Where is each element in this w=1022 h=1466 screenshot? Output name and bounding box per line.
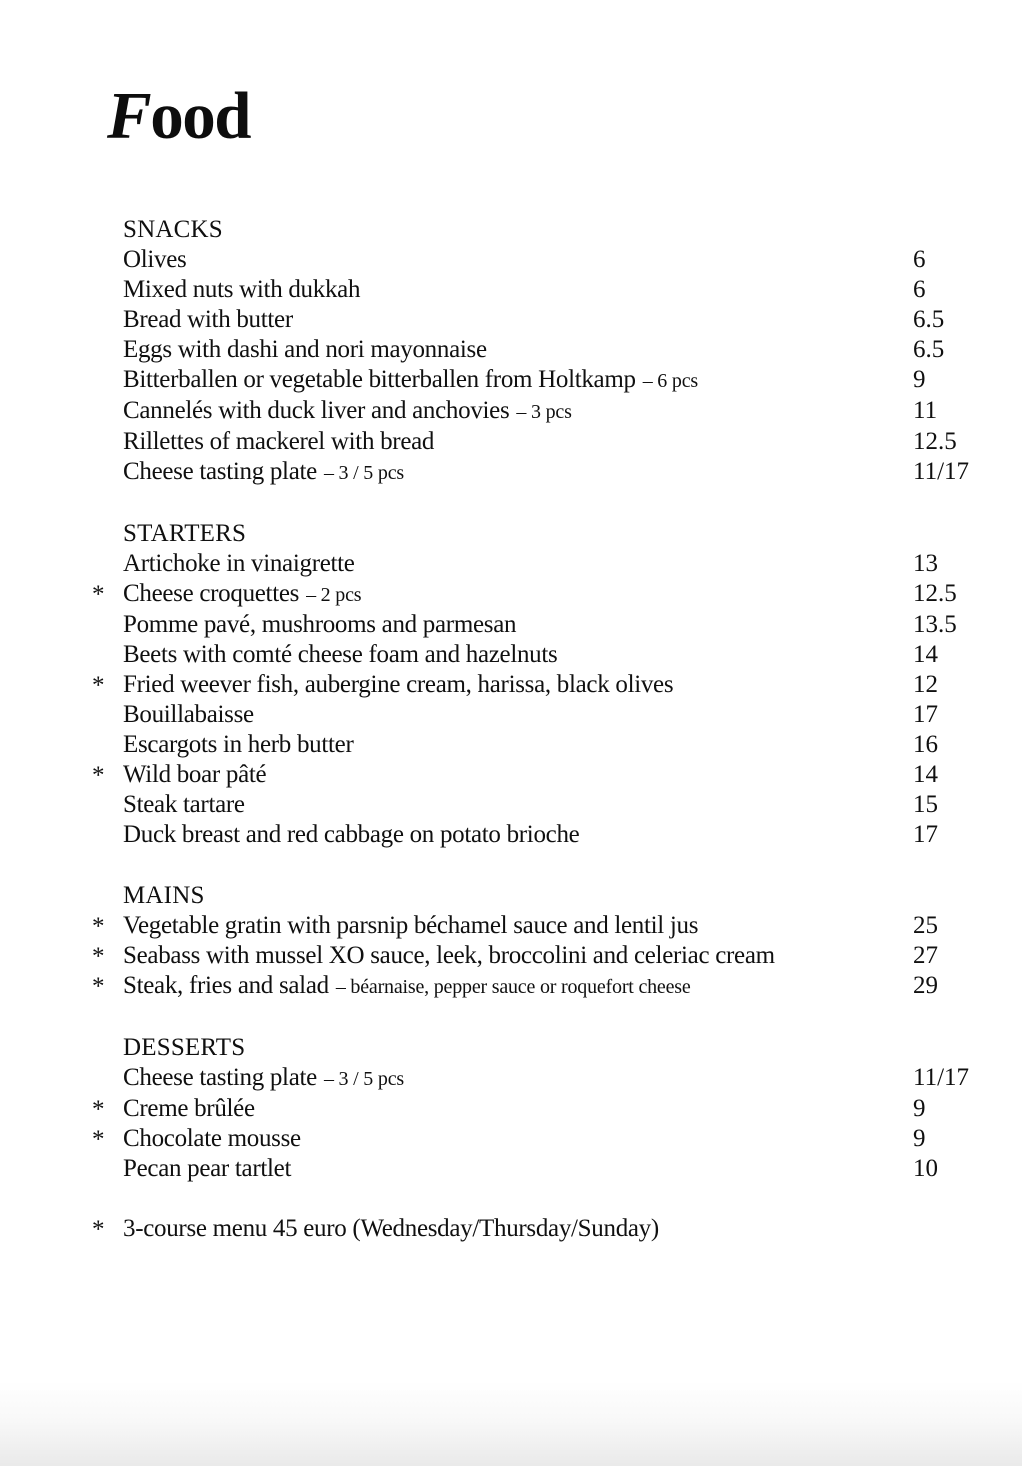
page-title-first-letter: F — [107, 79, 151, 153]
course-menu-star-icon: * — [92, 1126, 105, 1153]
item-name: Seabass with mussel XO sauce, leek, broccolini and celeriac cream — [123, 942, 775, 969]
section-header: SNACKS — [123, 216, 223, 243]
item-name: Bouillabaisse — [123, 701, 254, 728]
item-price: 14 — [913, 641, 938, 668]
item-price: 27 — [913, 942, 938, 969]
menu-item-row — [123, 1154, 983, 1184]
menu-item-row — [123, 730, 983, 760]
menu-item-row — [123, 549, 983, 579]
item-price: 17 — [913, 701, 938, 728]
menu-item-row — [123, 275, 983, 305]
item-name: Mixed nuts with dukkah — [123, 276, 361, 303]
menu-section-snacks — [123, 215, 983, 488]
menu-item-row — [123, 457, 983, 488]
menu-item-row — [123, 335, 983, 365]
item-price: 13.5 — [913, 611, 957, 638]
item-price: 29 — [913, 972, 938, 999]
item-name: Rillettes of mackerel with bread — [123, 428, 435, 455]
item-name: Cheese tasting plate — [123, 458, 317, 485]
menu-item-row — [123, 305, 983, 335]
menu-item-row — [92, 579, 983, 610]
item-price: 25 — [913, 912, 938, 939]
menu-sections — [92, 215, 983, 1244]
menu-item-row — [92, 971, 983, 1002]
item-price: 15 — [913, 791, 938, 818]
section-header: DESSERTS — [123, 1034, 246, 1061]
footnote — [92, 1214, 983, 1244]
item-price: 13 — [913, 550, 938, 577]
item-price: 6.5 — [913, 306, 945, 333]
item-suffix: – 3 pcs — [516, 401, 572, 423]
item-price: 11 — [913, 397, 938, 424]
page-title-rest: ood — [150, 79, 250, 153]
menu-item-row — [123, 396, 983, 427]
item-name: Wild boar pâté — [123, 761, 267, 788]
menu-item-row — [92, 670, 983, 700]
item-name: Cheese tasting plate — [123, 1064, 317, 1091]
item-price: 12.5 — [913, 580, 957, 607]
course-menu-star-icon: * — [92, 581, 105, 608]
item-price: 6 — [913, 246, 926, 273]
page-title — [107, 78, 250, 155]
menu-item-row — [92, 911, 983, 941]
item-suffix: – béarnaise, pepper sauce or roquefort cheese — [335, 976, 691, 998]
item-name: Chocolate mousse — [123, 1125, 301, 1152]
course-menu-star-icon: * — [92, 762, 105, 789]
item-suffix: – 3 / 5 pcs — [323, 462, 404, 484]
page-bottom-fade — [0, 1381, 1022, 1466]
section-header: MAINS — [123, 882, 205, 909]
item-name: Artichoke in vinaigrette — [123, 550, 355, 577]
item-price: 17 — [913, 821, 938, 848]
menu-section-mains — [92, 881, 983, 1002]
item-name: Steak, fries and salad — [123, 972, 329, 999]
item-name: Pecan pear tartlet — [123, 1155, 292, 1182]
menu-item-row — [92, 1124, 983, 1154]
item-price: 14 — [913, 761, 938, 788]
course-menu-star-icon: * — [92, 913, 105, 940]
item-price: 11/17 — [913, 458, 970, 485]
item-price: 9 — [913, 366, 926, 393]
item-suffix: – 3 / 5 pcs — [323, 1068, 404, 1090]
item-price: 9 — [913, 1125, 926, 1152]
item-price: 11/17 — [913, 1064, 970, 1091]
menu-item-row — [123, 790, 983, 820]
footnote-star-icon: * — [92, 1216, 105, 1243]
item-name: Steak tartare — [123, 791, 245, 818]
footnote-text: 3-course menu 45 euro (Wednesday/Thursday/Sunday) — [123, 1215, 659, 1242]
item-name: Bitterballen or vegetable bitterballen from Holtkamp — [123, 366, 636, 393]
item-name: Escargots in herb butter — [123, 731, 354, 758]
item-name: Vegetable gratin with parsnip béchamel sauce and lentil jus — [123, 912, 699, 939]
section-header: STARTERS — [123, 520, 247, 547]
item-suffix: – 6 pcs — [642, 370, 698, 392]
menu-section-desserts — [92, 1033, 983, 1184]
item-price: 16 — [913, 731, 938, 758]
menu-item-row — [92, 1094, 983, 1124]
item-price: 12 — [913, 671, 938, 698]
menu-item-row — [123, 610, 983, 640]
menu-item-row — [123, 1063, 983, 1094]
item-suffix: – 2 pcs — [306, 584, 362, 606]
item-name: Beets with comté cheese foam and hazelnuts — [123, 641, 558, 668]
item-name: Fried weever fish, aubergine cream, harissa, black olives — [123, 671, 674, 698]
item-name: Cannelés with duck liver and anchovies — [123, 397, 510, 424]
course-menu-star-icon: * — [92, 1096, 105, 1123]
course-menu-star-icon: * — [92, 672, 105, 699]
menu-item-row — [123, 640, 983, 670]
item-name: Olives — [123, 246, 187, 273]
item-price: 6.5 — [913, 336, 945, 363]
menu-item-row — [123, 365, 983, 396]
course-menu-star-icon: * — [92, 973, 105, 1000]
menu-item-row — [92, 941, 983, 971]
item-name: Bread with butter — [123, 306, 293, 333]
menu-item-row — [123, 427, 983, 457]
item-name: Eggs with dashi and nori mayonnaise — [123, 336, 487, 363]
item-name: Duck breast and red cabbage on potato brioche — [123, 821, 580, 848]
menu-item-row — [92, 760, 983, 790]
item-price: 12.5 — [913, 428, 957, 455]
menu-item-row — [123, 820, 983, 850]
menu-section-starters — [92, 519, 983, 850]
item-name: Creme brûlée — [123, 1095, 255, 1122]
course-menu-star-icon: * — [92, 943, 105, 970]
item-price: 9 — [913, 1095, 926, 1122]
item-price: 10 — [913, 1155, 938, 1182]
menu-item-row — [123, 700, 983, 730]
item-name: Cheese croquettes — [123, 580, 300, 607]
menu-item-row — [123, 245, 983, 275]
item-name: Pomme pavé, mushrooms and parmesan — [123, 611, 517, 638]
item-price: 6 — [913, 276, 926, 303]
